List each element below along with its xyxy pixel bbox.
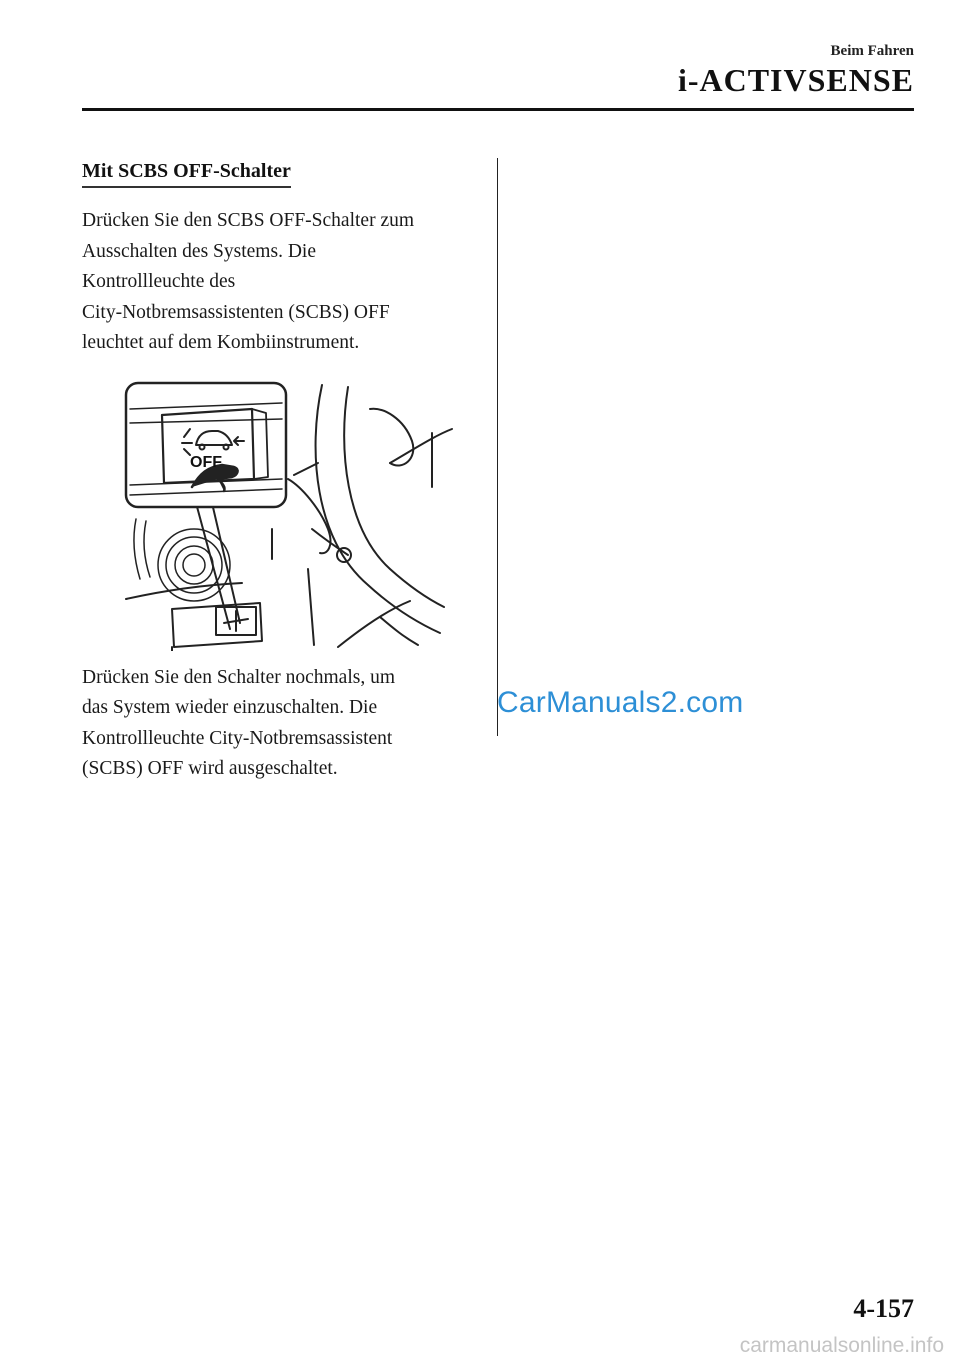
steering-wheel-outline [316, 385, 440, 633]
section-heading: Mit SCBS OFF-Schalter [82, 160, 291, 188]
text-line: Drücken Sie den Schalter nochmals, um [82, 666, 395, 688]
text-line: Kontrollleuchte City-Notbremsassistent [82, 727, 393, 749]
steering-spoke [370, 408, 413, 465]
steering-column [288, 479, 330, 553]
header-section-title: i-ACTIVSENSE [677, 62, 914, 98]
column-divider [497, 158, 498, 736]
left-column [82, 160, 482, 785]
switch-off-label: OFF [190, 453, 222, 471]
lower-switch-panel [172, 603, 262, 651]
scbs-switch-illustration [122, 379, 482, 651]
text-line: das System wieder einzuschalten. Die [82, 697, 378, 718]
text-line: (SCBS) OFF wird ausgeschaltet. [82, 758, 338, 779]
text-line: City-Notbremsassistenten (SCBS) OFF [82, 301, 390, 323]
text-line: Drücken Sie den SCBS OFF-Schalter zum [82, 210, 415, 231]
page-number: 4-157 [853, 1294, 914, 1323]
steering-wheel-inner [344, 387, 444, 607]
text-line: Ausschalten des Systems. Die [82, 240, 316, 262]
text-line: leuchtet auf dem Kombiinstrument. [82, 332, 360, 353]
callout-pointer [196, 503, 230, 629]
site-watermark: carmanualsonline.info [739, 1334, 944, 1357]
text-line: Kontrollleuchte des [82, 271, 236, 292]
header-chapter: Beim Fahren [830, 43, 914, 59]
paragraph-switch-off [82, 206, 482, 359]
header-rule [82, 108, 914, 111]
paragraph-switch-on [82, 663, 482, 785]
carmanuals-watermark: CarManuals2.com [497, 686, 744, 719]
